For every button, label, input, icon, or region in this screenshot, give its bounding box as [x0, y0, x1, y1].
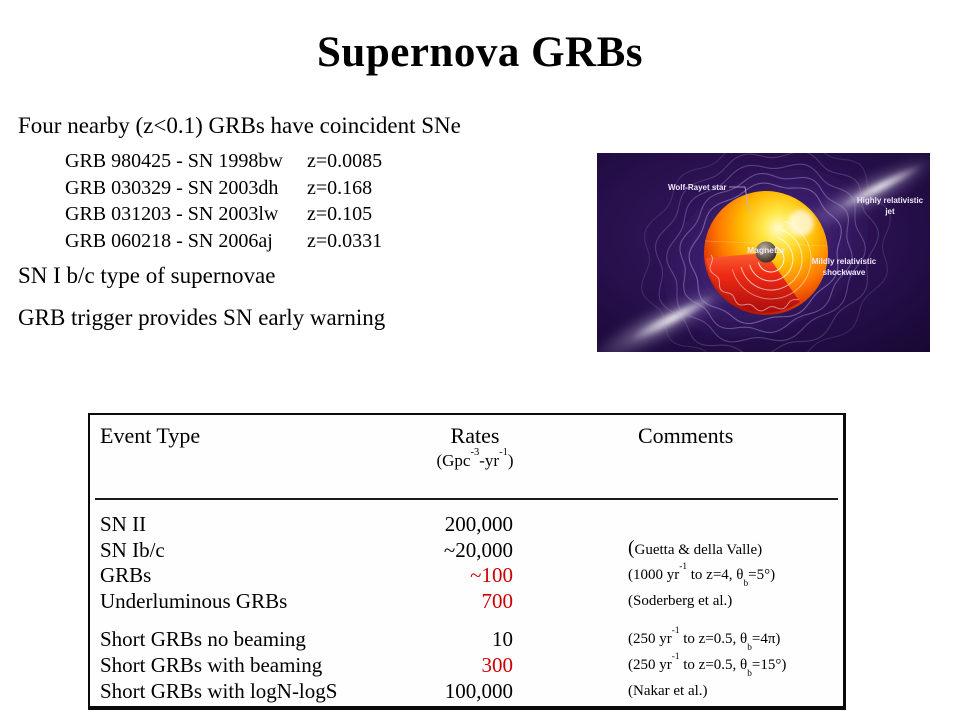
comment-cell: (250 $yr^{-1}$ to z=0.5, $\theta_b=4\pi$) [628, 626, 781, 653]
rate-cell: 10 [492, 627, 513, 652]
grb-sn-entry [65, 148, 485, 175]
table-row [90, 589, 843, 615]
grb-sn-label: GRB 060218 - SN 2006aj [65, 229, 273, 252]
table-row [90, 563, 843, 589]
wolf-rayet-label: Wolf-Rayet star [668, 183, 727, 192]
grb-sn-label: GRB 030329 - SN 2003dh [65, 176, 279, 199]
magnetar-figure-art [597, 153, 930, 352]
shockwave-label-line1: Mildly relativistic [811, 257, 877, 266]
rate-cell: ~20,000 [443, 537, 513, 562]
grb-redshift: z=0.0085 [307, 150, 383, 172]
column-header-rates-units: $(Gpc^{-3}-yr^{-1})$ [436, 446, 514, 470]
magnetar-figure [597, 153, 930, 352]
comment-cell: (Nakar et al.) [628, 682, 708, 699]
column-gap [513, 512, 628, 538]
shockwave-label-line2: shockwave [822, 268, 866, 277]
comment-cell: (1000 $yr^{-1}$ to z=4, $\theta_b=5^\circ$) [628, 562, 776, 589]
grb-list [65, 148, 485, 254]
column-gap [513, 563, 628, 589]
column-gap [513, 589, 628, 615]
column-gap [513, 653, 628, 679]
table-row [90, 538, 843, 564]
comment-cell: (Soderberg et al.) [628, 592, 733, 609]
column-header-comments: Comments [638, 423, 734, 448]
grb-redshift: z=0.105 [307, 203, 373, 225]
column-header-rates: Rates [450, 423, 500, 448]
event-type-cell: Short GRBs with logN-logS [100, 678, 338, 703]
bullet-sn-type: SN I b/c type of supernovae [18, 263, 276, 288]
event-type-cell: Underluminous GRBs [100, 588, 288, 613]
column-header-event-type: Event Type [100, 423, 201, 448]
table-row [90, 512, 843, 538]
event-type-cell: Short GRBs with beaming [100, 652, 323, 677]
event-type-cell: SN Ib/c [100, 537, 165, 562]
comment-cell: (250 $yr^{-1}$ to z=0.5, $\theta_b=15^\circ$) [628, 651, 787, 679]
rate-cell: ~100 [470, 563, 513, 588]
magnetar-label: Magnetar [747, 245, 785, 255]
rate-cell: 200,000 [444, 512, 513, 536]
jet-label-line1: Highly relativistic [856, 196, 924, 205]
rate-cell: 300 [481, 652, 513, 677]
event-type-cell: Short GRBs no beaming [100, 627, 306, 652]
comment-cell [628, 512, 843, 538]
rate-cell: 700 [481, 588, 513, 613]
bullet-grb-trigger: GRB trigger provides SN early warning [18, 305, 386, 330]
table-row [90, 627, 843, 653]
table-row [90, 679, 843, 705]
rates-table-rows [90, 512, 843, 704]
grb-sn-label: GRB 031203 - SN 2003lw [65, 203, 279, 225]
rate-cell: 100,000 [444, 678, 513, 703]
grb-sn-entry [65, 175, 485, 202]
rates-table [88, 413, 846, 710]
grb-sn-entry [65, 228, 485, 255]
table-row [90, 653, 843, 679]
grb-redshift: z=0.0331 [307, 229, 383, 252]
grb-sn-entry [65, 201, 485, 228]
bullet-coincident-sne: Four nearby (z<0.1) GRBs have coincident SNe [18, 113, 461, 138]
grb-redshift: z=0.168 [307, 176, 373, 199]
column-gap [513, 627, 628, 653]
comment-cell: (Guetta & della Valle) [628, 537, 763, 559]
grb-sn-label: GRB 980425 - SN 1998bw [65, 150, 283, 172]
slide-title: Supernova GRBs [317, 29, 643, 76]
jet-label-line2: jet [885, 207, 895, 216]
event-type-cell: GRBs [100, 563, 152, 588]
table-header-rule [95, 498, 838, 500]
column-gap [513, 538, 628, 564]
event-type-cell: SN II [100, 512, 147, 536]
column-gap [513, 679, 628, 705]
